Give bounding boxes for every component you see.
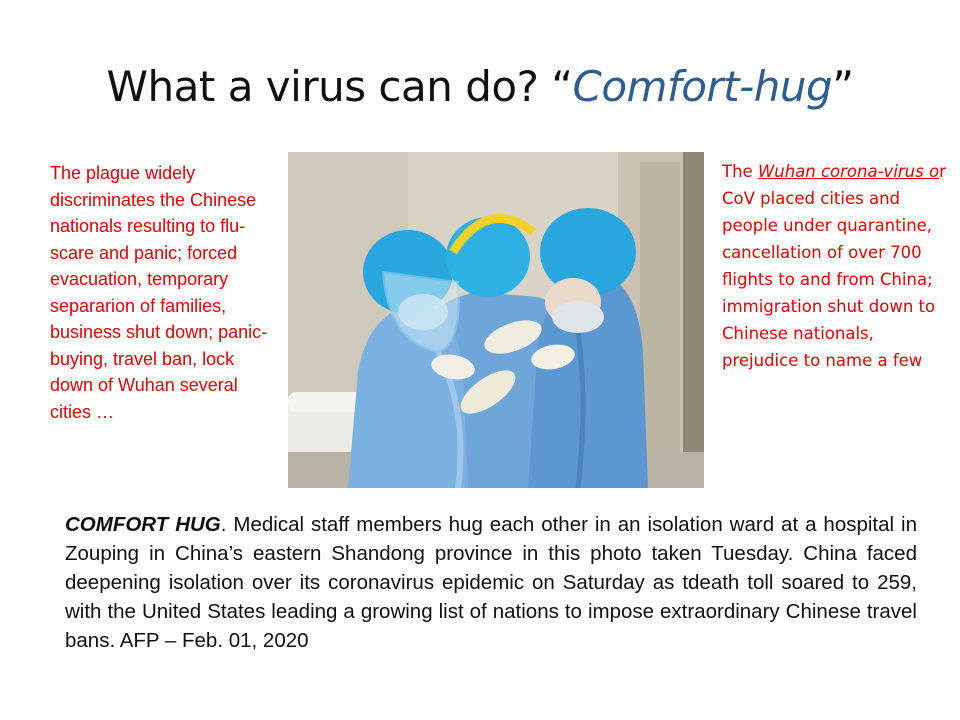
slide-title <box>0 62 960 111</box>
right-text-part1: The <box>722 162 758 181</box>
right-text-underlined: Wuhan corona-virus o <box>757 162 940 181</box>
right-text-part2: r CoV placed cities and people under quarantine, cancellation of over 700 flights to and from China; immigration shut down to Chinese nationals, prejudice to name a few <box>722 162 946 370</box>
photo-caption <box>65 510 917 655</box>
title-prefix: What a virus can do? “ <box>106 62 573 111</box>
right-description <box>722 158 954 374</box>
title-suffix: ” <box>832 62 854 111</box>
title-accent: Comfort-hug <box>572 62 833 111</box>
caption-body: . Medical staff members hug each other in an isolation ward at a hospital in Zouping in China’s eastern Shandong province in this photo taken Tuesday. China faced deepening isolation over its coronavirus epidemic on Saturday as tdeath toll soared to 259, with the United States leading a growing list of nations to impose extraordinary Chinese travel bans. AFP – Feb. 01, 2020 <box>65 513 917 652</box>
hug-photo <box>288 152 704 488</box>
medical-staff-illustration <box>288 152 704 488</box>
left-description: The plague widely discriminates the Chinese nationals resulting to flu-scare and panic; forced evacuation, temporary separarion of families, business shut down; panic-buying, travel ban, lock down of Wuhan several cities … <box>50 163 268 422</box>
caption-lead: COMFORT HUG <box>65 513 221 536</box>
